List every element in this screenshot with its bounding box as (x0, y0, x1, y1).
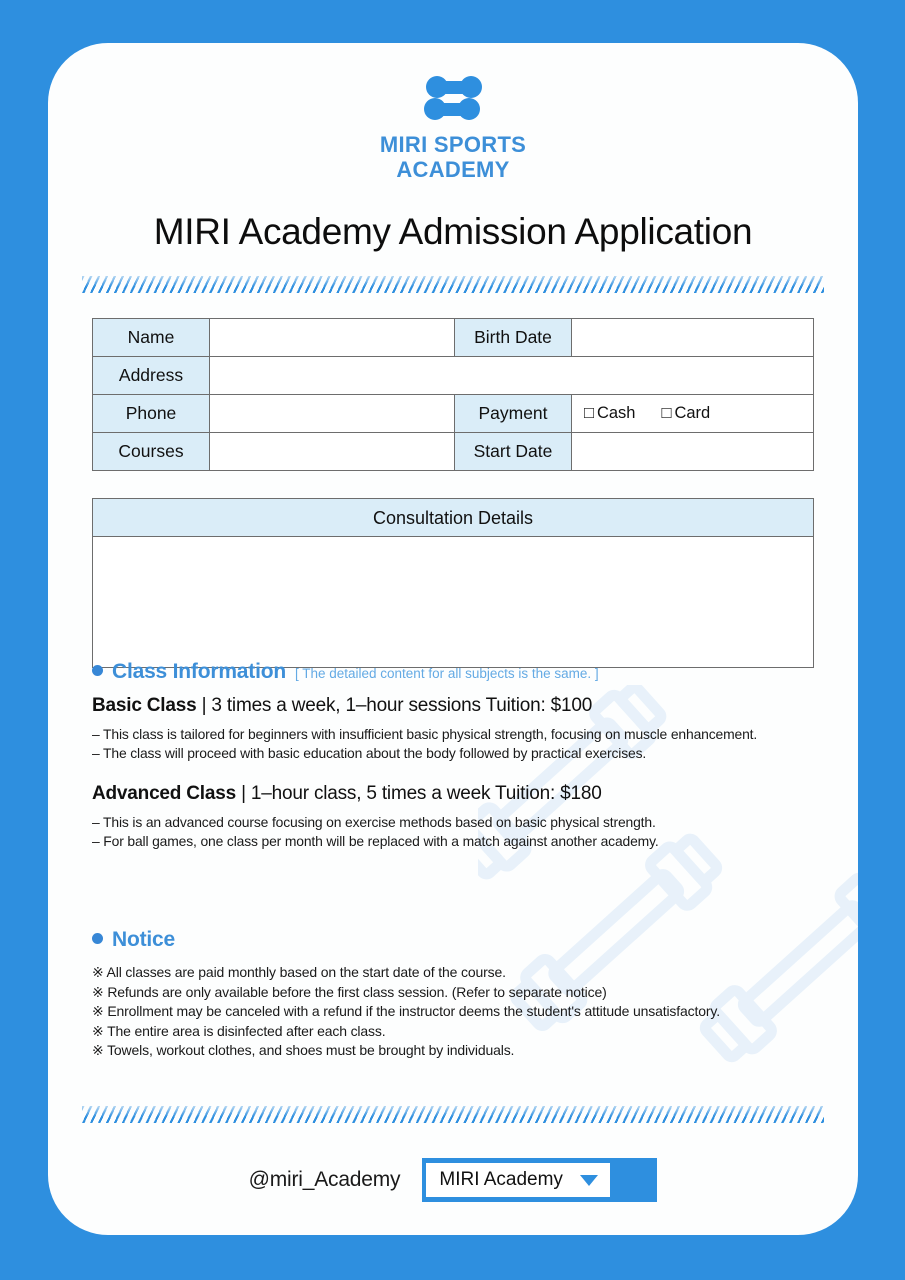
notice-section (92, 928, 822, 1061)
input-start-date[interactable] (572, 433, 814, 471)
class-information-title: Class Information (112, 660, 286, 683)
list-item: – For ball games, one class per month will be replaced with a match against another academy. (92, 833, 659, 849)
table-row (93, 357, 814, 395)
list-item: – This is an advanced course focusing on exercise methods based on basic physical strength. (92, 814, 656, 830)
table-row (93, 319, 814, 357)
brand-logo (48, 75, 858, 182)
table-row (93, 433, 814, 471)
applicant-form-table (92, 318, 814, 471)
class-information-section (92, 660, 822, 851)
basic-class-name: Basic Class (92, 695, 197, 716)
table-row (93, 395, 814, 433)
label-name: Name (93, 319, 210, 357)
list-item: ※ Towels, workout clothes, and shoes must be brought by individuals. (92, 1042, 515, 1058)
advanced-class-name: Advanced Class (92, 783, 236, 804)
basic-class-line (92, 695, 822, 717)
list-item: ※ The entire area is disinfected after each class. (92, 1022, 386, 1039)
label-courses: Courses (93, 433, 210, 471)
checkbox-icon: □ (661, 404, 672, 422)
consultation-details-box (92, 498, 814, 668)
academy-dropdown-field[interactable] (426, 1163, 610, 1197)
consultation-details-input[interactable] (93, 537, 813, 667)
advanced-class-line (92, 783, 822, 805)
label-birth-date: Birth Date (455, 319, 572, 357)
label-payment: Payment (455, 395, 572, 433)
label-address: Address (93, 357, 210, 395)
input-courses[interactable] (210, 433, 455, 471)
application-card (48, 43, 858, 1235)
notice-list (92, 963, 822, 1061)
bullet-dot-icon (92, 665, 103, 676)
divider-bottom (82, 1106, 824, 1123)
input-address[interactable] (210, 357, 814, 395)
checkbox-icon: □ (584, 404, 594, 422)
checkbox-card-label: Card (674, 404, 711, 422)
notice-heading (92, 928, 822, 952)
class-information-heading (92, 660, 822, 684)
academy-dropdown-value: MIRI Academy (439, 1169, 563, 1190)
brand-line-1: MIRI SPORTS (379, 132, 527, 157)
checkbox-cash-label: Cash (596, 404, 636, 422)
notice-title: Notice (112, 928, 175, 951)
label-phone: Phone (93, 395, 210, 433)
list-item: ※ Refunds are only available before the first class session. (Refer to separate notice) (92, 983, 607, 1000)
social-handle: @miri_Academy (248, 1168, 401, 1191)
label-start-date: Start Date (455, 433, 572, 471)
list-item: – The class will proceed with basic education about the body followed by practical exercises. (92, 745, 647, 761)
bullet-dot-icon (92, 933, 103, 944)
payment-options-cell (572, 395, 814, 433)
academy-dropdown[interactable] (422, 1158, 657, 1202)
consultation-details-header: Consultation Details (93, 499, 813, 537)
list-item: ※ All classes are paid monthly based on the start date of the course. (92, 964, 506, 980)
chevron-down-icon (580, 1175, 598, 1186)
checkbox-card[interactable] (662, 404, 711, 423)
brand-line-2: ACADEMY (396, 157, 510, 182)
class-information-note: [ The detailed content for all subjects is the same. ] (294, 666, 599, 681)
dumbbell-icon (411, 75, 495, 123)
advanced-class-details: | 1–hour class, 5 times a week Tuition: $180 (241, 783, 602, 804)
list-item: ※ Enrollment may be canceled with a refund if the instructor deems the student's attitude unsatisfactory. (92, 1003, 720, 1019)
advanced-class-bullets (92, 813, 822, 851)
input-phone[interactable] (210, 395, 455, 433)
input-birth-date[interactable] (572, 319, 814, 357)
input-name[interactable] (210, 319, 455, 357)
checkbox-cash[interactable] (584, 404, 636, 423)
list-item: – This class is tailored for beginners with insufficient basic physical strength, focusing on muscle enhancement. (92, 726, 758, 742)
basic-class-bullets (92, 725, 822, 763)
page-title: MIRI Academy Admission Application (153, 211, 753, 252)
basic-class-details: | 3 times a week, 1–hour sessions Tuition: $100 (201, 695, 593, 716)
footer (48, 1158, 858, 1202)
divider-top (82, 276, 824, 293)
